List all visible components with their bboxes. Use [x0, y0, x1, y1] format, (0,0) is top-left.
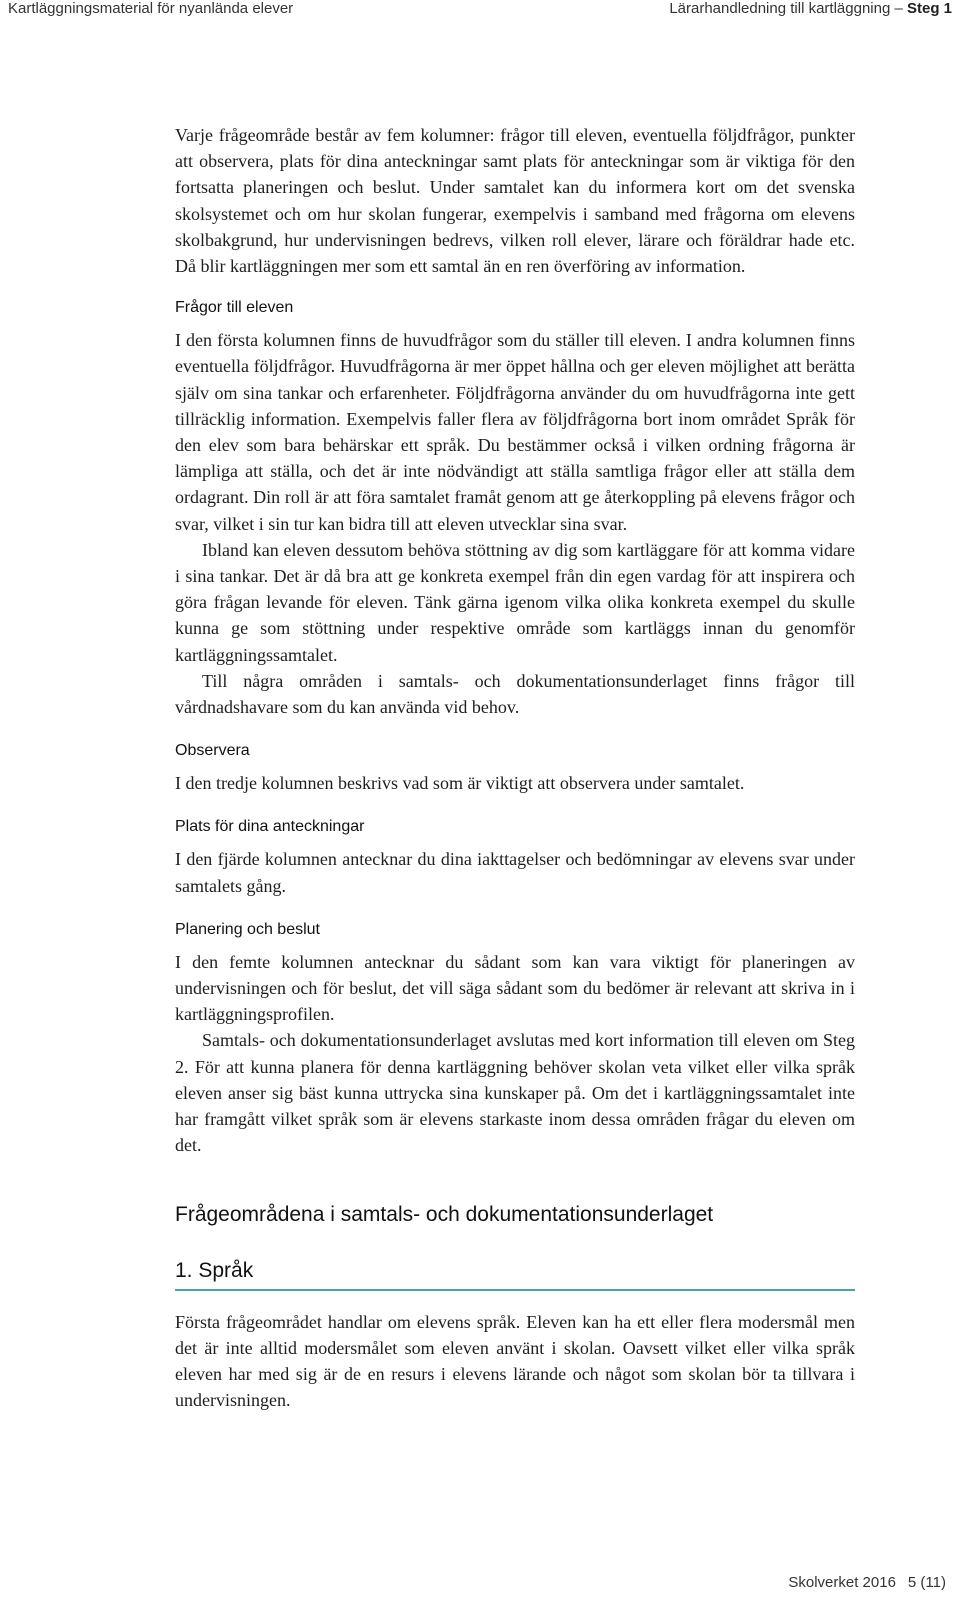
heading-planering-och-beslut: Planering och beslut — [175, 920, 320, 938]
observera-paragraph: I den tredje kolumnen beskrivs vad som är viktigt att observera under samtalet. — [175, 773, 745, 794]
page-header — [0, 0, 960, 22]
header-step-label: Steg 1 — [906, 0, 952, 17]
heading-observera: Observera — [175, 742, 250, 760]
header-section-title — [669, 0, 952, 17]
fragor-paragraph-3: Till några områden i samtals- och dokumentationsunderlaget finns frågor till vårdnadshavare som du kan använda vid behov. — [175, 670, 855, 718]
fragor-paragraph-1: I den första kolumnen finns de huvudfrågor som du ställer till eleven. I andra kolumnen finns eventuella följdfrågor. Huvudfrågorna är mer öppet hållna och ger eleven möjlighet att berätta själv om sina tankar och erfarenheter. Följdfrågorna använder du om huvudfrågorna inte gett tillräcklig information. Exempelvis faller flera av följdfrågorna bort inom området Språk för den elev som bara behärskar ett språk. Du bestämmer också i vilken ordning frågorna är lämpliga att ställa, och det är inte nödvändigt att ställa samtliga frågor eller att ställa dem ordagrant. Din roll är att föra samtalet framåt genom att ge återkoppling på elevens frågor och svar, vilket i sin tur kan bidra till att eleven utvecklar sina svar. — [175, 330, 855, 534]
fragor-paragraph-2: Ibland kan eleven dessutom behöva stöttning av dig som kartläggare för att komma vidare i sina tankar. Det är då bra att ge konkreta exempel från din egen vardag för att inspirera och göra frågan levande för eleven. Tänk gärna igenom vilka olika konkreta exempel du skulle kunna ge som stöttning under respektive område som kartläggs innan du genomför kartläggningssamtalet. — [175, 539, 855, 665]
footer-publisher: Skolverket 2016 — [788, 1574, 896, 1591]
sprak-paragraph: Första frågeområdet handlar om elevens språk. Eleven kan ha ett eller flera modersmål men det är inte alltid modersmålet som eleven använt i skolan. Oavsett vilket eller vilka språk eleven har med sig är de en resurs i elevens lärande och något som skolan bör ta tillvara i undervisningen. — [175, 1311, 855, 1411]
chapter-heading: Frågeområdena i samtals- och dokumentationsunderlaget — [175, 1202, 714, 1226]
heading-plats-for-anteckningar: Plats för dina anteckningar — [175, 818, 365, 836]
plats-paragraph: I den fjärde kolumnen antecknar du dina iakttagelser och bedömningar av elevens svar under samtalets gång. — [175, 849, 855, 896]
heading-fragor-till-eleven: Frågor till eleven — [175, 299, 294, 317]
header-section-prefix: Lärarhandledning till kartläggning – — [669, 0, 903, 17]
section-divider — [175, 1289, 855, 1291]
intro-paragraph: Varje frågeområde består av fem kolumner: frågor till eleven, eventuella följdfrågor, punkter att observera, plats för dina anteckningar samt plats för anteckningar som är viktiga för den fortsatta planeringen och beslut. Under samtalet kan du informera kort om det svenska skolsystemet och om hur skolan fungerar, exempelvis i samband med frågorna om elevens skolbakgrund, hur undervisningen bedrevs, vilken roll elever, lärare och föräldrar hade etc. Då blir kartläggningen mer som ett samtal än en ren överföring av information. — [175, 125, 855, 277]
section-heading-sprak: 1. Språk — [175, 1258, 254, 1282]
page-content — [175, 122, 855, 1413]
footer-page-number: 5 (11) — [907, 1574, 946, 1591]
page-footer — [776, 1574, 946, 1591]
planering-paragraph-2: Samtals- och dokumentationsunderlaget avslutas med kort information till eleven om Steg 2. För att kunna planera för denna kartläggning behöver skolan veta vilket eller vilka språk eleven anser sig bäst kunna uttrycka sina kunskaper på. Om det i kartläggningssamtalet inte har framgått vilket språk som är elevens starkaste inom dessa områden frågar du eleven om det. — [175, 1030, 855, 1156]
planering-paragraph-1: I den femte kolumnen antecknar du sådant som kan vara viktigt för planeringen av undervisningen och för beslut, det vill säga sådant som du bedömer är relevant att skriva in i kartläggningsprofilen. — [175, 951, 855, 1025]
header-document-title: Kartläggningsmaterial för nyanlända elever — [8, 0, 294, 17]
